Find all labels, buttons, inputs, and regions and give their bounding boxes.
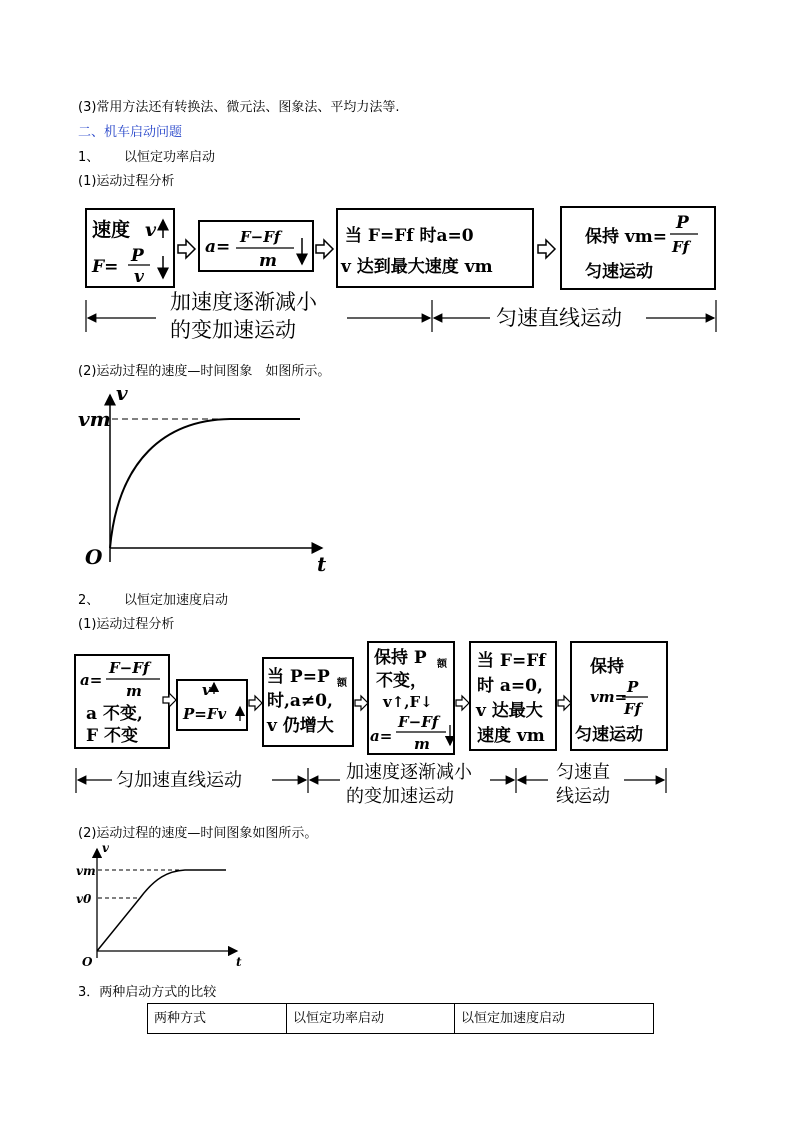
flow2-box4-line1: 保持 P [374, 648, 427, 668]
flow2-box2-v: v [202, 681, 211, 699]
flow1-box2-num: F−Ff [240, 228, 281, 246]
table-header-cell: 以恒定加速度启动 [455, 1004, 654, 1034]
table-header-cell: 以恒定功率启动 [287, 1004, 455, 1034]
item1-number: 1、 [78, 150, 100, 165]
graph2-curve [97, 870, 226, 951]
flow2-box1-line2: a 不变, [86, 704, 143, 724]
item1-sub1: (1)运动过程分析 [78, 174, 175, 189]
flow1-box2-den: m [259, 251, 277, 271]
graph2 [76, 841, 242, 969]
comparison-table [147, 1003, 654, 1034]
flow1-box4-num: P [676, 213, 689, 233]
hollow-arrow-icon [538, 240, 555, 258]
flow2-box1-num: F−Ff [109, 659, 150, 677]
hollow-arrow-icon [316, 240, 333, 258]
flow2-box1-line3: F 不变 [86, 726, 138, 746]
flow1-box2-lhs: a= [205, 237, 231, 257]
table-header-row [148, 1004, 654, 1034]
flow1-diagram [86, 207, 716, 342]
graph1-x-label: t [317, 552, 327, 576]
section-title: 二、机车启动问题 [78, 125, 183, 140]
flow2-phase2-line2: 的变加速运动 [346, 786, 454, 807]
flow2-box3-line1: 当 P=P [267, 667, 330, 687]
flow2-box5-line2: 时 a=0, [477, 676, 543, 696]
item1-title: 以恒定功率启动 [124, 150, 216, 165]
item3-title: 3．两种启动方式的比较 [78, 985, 217, 1000]
flow1-box4-line1: 保持 vm= [585, 227, 668, 247]
flow2-box4-den: m [414, 735, 430, 753]
flow2-box2-eq: P=Fv [183, 705, 227, 723]
methods-line: (3)常用方法还有转换法、微元法、图象法、平均力法等. [78, 100, 400, 115]
flow1-phase1-line2: 的变加速运动 [170, 318, 296, 342]
flow1-box4-den: Ff [672, 238, 690, 256]
flow2-box1-lhs: a= [80, 671, 103, 689]
hollow-arrow-icon [355, 696, 368, 710]
flow2-phase1: 匀加速直线运动 [116, 770, 242, 791]
flow1-phase1-line1: 加速度逐渐减小 [170, 290, 317, 314]
flow2-box3-line3: v 仍增大 [267, 716, 334, 736]
flow2-box3-line2: 时,a≠0, [267, 691, 333, 711]
flow2-box1-den: m [126, 682, 142, 700]
flow2-box4-sub: 额 [437, 659, 447, 670]
flow1-box1-eq: F= [92, 257, 119, 277]
flow1-box1-label: 速度 [92, 219, 131, 241]
flow2-box6-lhs: vm= [590, 688, 628, 706]
flow1-box3-line1: 当 F=Ff 时a=0 [345, 226, 474, 246]
graph1-origin: O [85, 545, 103, 569]
graph2-origin: O [82, 955, 93, 969]
item1-sub2: (2)运动过程的速度—时间图象 如图所示。 [78, 364, 331, 379]
flow2-phase3-line1: 匀速直 [556, 762, 610, 783]
flow2-phase2-line1: 加速度逐渐减小 [346, 762, 472, 783]
graph1-y-label: v [116, 381, 128, 405]
flow1-box3-line2: v 达到最大速度 vm [341, 257, 493, 277]
flow2-box4-num: F−Ff [398, 713, 439, 731]
hollow-arrow-icon [178, 240, 195, 258]
hollow-arrow-icon [249, 696, 262, 710]
graph2-y-label: v [102, 841, 109, 855]
item2-sub2: (2)运动过程的速度—时间图象如图所示。 [78, 826, 318, 841]
item2-number: 2、 [78, 593, 100, 608]
flow1-box4-line2: 匀速运动 [585, 262, 653, 282]
flow2-box3-sub: 额 [337, 678, 347, 689]
flow2-box4-lhs: a= [370, 727, 393, 745]
table-header-cell: 两种方式 [148, 1004, 287, 1034]
flow2-box4-line3: v↑,F↓ [383, 693, 433, 711]
hollow-arrow-icon [456, 696, 469, 710]
flow2-phase3-line2: 线运动 [556, 786, 610, 807]
item2-sub1: (1)运动过程分析 [78, 617, 175, 632]
flow2-box6-line1: 保持 [590, 657, 624, 677]
flow2-box4-line2: 不变， [376, 671, 427, 691]
hollow-arrow-icon [163, 693, 176, 707]
flow1-box1-num: P [131, 246, 144, 266]
flow2-box5-line1: 当 F=Ff [477, 651, 546, 671]
flow2-box5-line3: v 达最大 [476, 701, 543, 721]
hollow-arrow-icon [558, 696, 571, 710]
flow1-box1-v: v [145, 219, 157, 241]
flow1-box1-den: v [134, 267, 144, 287]
graph1 [78, 381, 327, 576]
graph2-v0-label: v0 [76, 892, 92, 906]
flow2-box6-num: P [627, 678, 639, 696]
flow2-diagram [75, 642, 667, 807]
flow2-box6-den: Ff [624, 700, 642, 718]
flow1-phase2: 匀速直线运动 [496, 306, 622, 330]
graph1-curve [110, 419, 300, 548]
flow2-box5-line4: 速度 vm [477, 726, 545, 746]
flow2-box6-line3: 匀速运动 [575, 725, 643, 745]
graph2-vm-label: vm [76, 864, 96, 878]
item2-title: 以恒定加速度启动 [124, 593, 229, 608]
graph2-x-label: t [236, 955, 242, 969]
graph1-vm-label: vm [78, 407, 111, 431]
